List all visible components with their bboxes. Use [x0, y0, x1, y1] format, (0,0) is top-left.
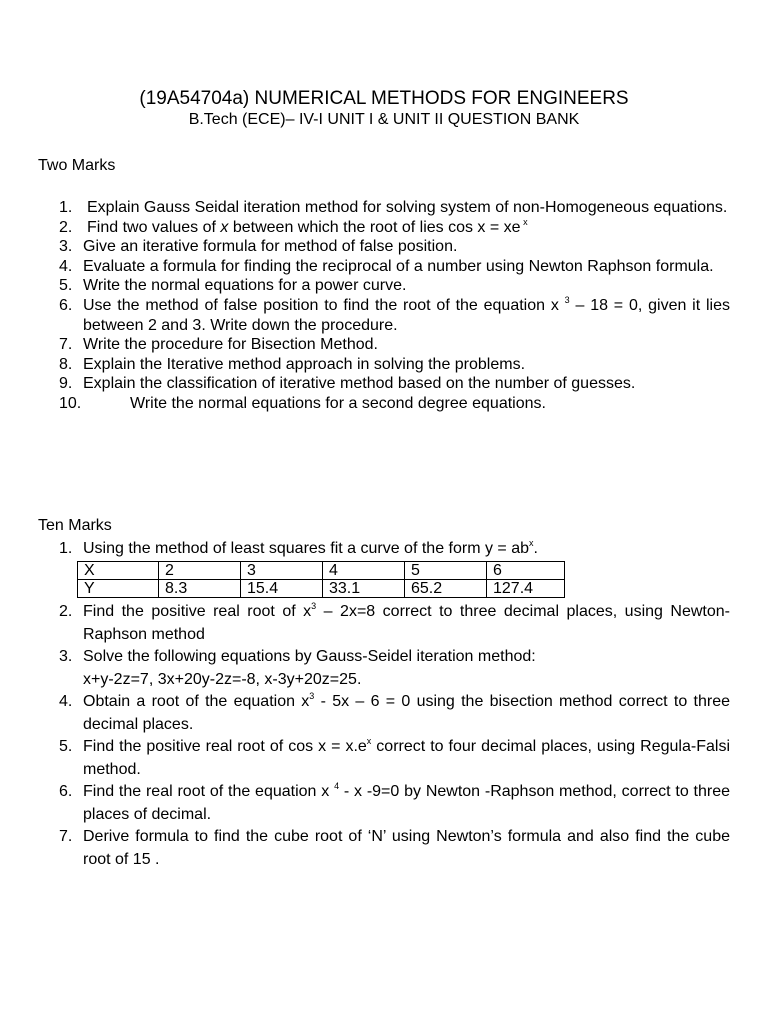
item-number: 2.	[59, 218, 73, 236]
item-equations: x+y-2z=7, 3x+20y-2z=-8, x-3y+20z=25.	[83, 670, 362, 688]
item-text: Derive formula to find the cube root of ‘N’ using Newton’s formula and also find the cube root of 15 .	[83, 828, 730, 868]
table-row	[78, 580, 565, 598]
table-cell: 4	[323, 562, 405, 580]
item-text: Using the method of least squares fit a curve of the form y = ab	[83, 540, 530, 557]
item-text: Obtain a root of the equation x	[83, 693, 310, 710]
list-item	[0, 218, 730, 238]
list-item	[0, 374, 730, 394]
list-item	[0, 646, 730, 691]
item-superscript: 4	[334, 781, 340, 791]
item-number: 7.	[59, 336, 73, 354]
list-item	[0, 276, 730, 296]
two-marks-heading: Two Marks	[38, 157, 116, 174]
item-text: Write the normal equations for a power curve.	[83, 277, 407, 295]
table-cell: 6	[487, 562, 565, 580]
list-item	[0, 355, 730, 375]
list-item	[0, 257, 730, 277]
item-number: 1.	[59, 540, 73, 557]
item-number: 6.	[59, 783, 73, 800]
table-cell: 127.4	[487, 580, 565, 598]
list-item	[0, 826, 730, 871]
item-number: 1.	[59, 199, 73, 216]
document-subtitle: B.Tech (ECE)– IV-I UNIT I & UNIT II QUESTION BANK	[188, 111, 580, 128]
item-number: 3.	[59, 648, 73, 665]
table-cell: 8.3	[159, 580, 241, 598]
item-superscript: x	[529, 538, 534, 548]
table-cell: 33.1	[323, 580, 405, 598]
item-text: between which the root of lies cos x = xe	[228, 218, 521, 236]
item-text: Solve the following equations by Gauss-Seidel iteration method:	[83, 648, 536, 665]
document-title: (19A54704a) NUMERICAL METHODS FOR ENGINEERS	[139, 88, 629, 109]
list-item	[0, 691, 730, 736]
item-text: Find the real root of the equation x	[83, 783, 335, 800]
item-superscript: 3	[309, 691, 315, 701]
item-text: Explain the classification of iterative method based on the number of guesses.	[83, 375, 636, 393]
table-cell: 3	[241, 562, 323, 580]
item-variable: x	[220, 218, 229, 236]
item-text: Give an iterative formula for method of false position.	[83, 238, 458, 256]
item-superscript: 3	[311, 601, 317, 611]
item-superscript: x	[523, 216, 528, 227]
item-number: 3.	[59, 238, 73, 256]
table-row	[78, 562, 565, 580]
item-number: 4.	[59, 257, 73, 275]
item-number: 9.	[59, 375, 73, 393]
table-cell: 65.2	[405, 580, 487, 598]
table-cell: Y	[78, 580, 159, 598]
item-number: 2.	[59, 603, 73, 620]
list-item	[0, 538, 730, 561]
list-item	[0, 736, 730, 781]
table-cell: 5	[405, 562, 487, 580]
list-item	[0, 781, 730, 826]
data-table	[77, 561, 565, 598]
item-number: 10.	[59, 394, 82, 412]
item-text: Find two values of	[87, 218, 221, 236]
item-text: - x -9=0 by Newton -Raphson method, correct to three places of decimal.	[83, 783, 731, 823]
ten-marks-heading: Ten Marks	[38, 517, 112, 534]
item-text: – 2x=8 correct to three decimal places, using Newton-Raphson method	[83, 603, 730, 643]
item-superscript: x	[366, 736, 372, 746]
item-number: 5.	[59, 277, 73, 295]
item-text: - 5x – 6 = 0 using the bisection method correct to three decimal places.	[83, 693, 730, 733]
item-text: Write the normal equations for a second degree equations.	[130, 394, 546, 412]
item-number: 8.	[59, 355, 73, 373]
item-text: Find the positive real root of cos x = x.e	[83, 738, 367, 755]
item-number: 4.	[59, 693, 73, 710]
item-text: – 18 = 0, given it lies between 2 and 3. Write down the procedure.	[83, 296, 730, 334]
list-item	[0, 237, 730, 257]
item-superscript: 3	[564, 294, 570, 305]
item-text: Evaluate a formula for finding the reciprocal of a number using Newton Raphson formula.	[83, 257, 714, 275]
item-number: 5.	[59, 738, 73, 755]
item-number: 6.	[59, 296, 73, 314]
list-item	[0, 198, 730, 218]
item-text: Find the positive real root of x	[83, 603, 312, 620]
table-cell: X	[78, 562, 159, 580]
item-text: Explain Gauss Seidal iteration method for solving system of non-Homogeneous equations.	[87, 199, 728, 216]
item-text: .	[533, 540, 538, 557]
ten-marks-question-1	[0, 538, 730, 561]
list-item	[0, 296, 730, 335]
item-text: Write the procedure for Bisection Method.	[83, 336, 378, 354]
item-text: Use the method of false position to find the root of the equation x	[83, 296, 565, 314]
two-marks-list	[0, 198, 730, 414]
table-cell: 15.4	[241, 580, 323, 598]
list-item	[0, 601, 730, 646]
ten-marks-list	[0, 601, 730, 871]
item-text: correct to four decimal places, using Regula-Falsi method.	[83, 738, 730, 778]
table-cell: 2	[159, 562, 241, 580]
list-item	[0, 335, 730, 355]
item-number: 7.	[59, 828, 73, 845]
list-item	[0, 394, 730, 414]
item-text: Explain the Iterative method approach in solving the problems.	[83, 355, 526, 373]
